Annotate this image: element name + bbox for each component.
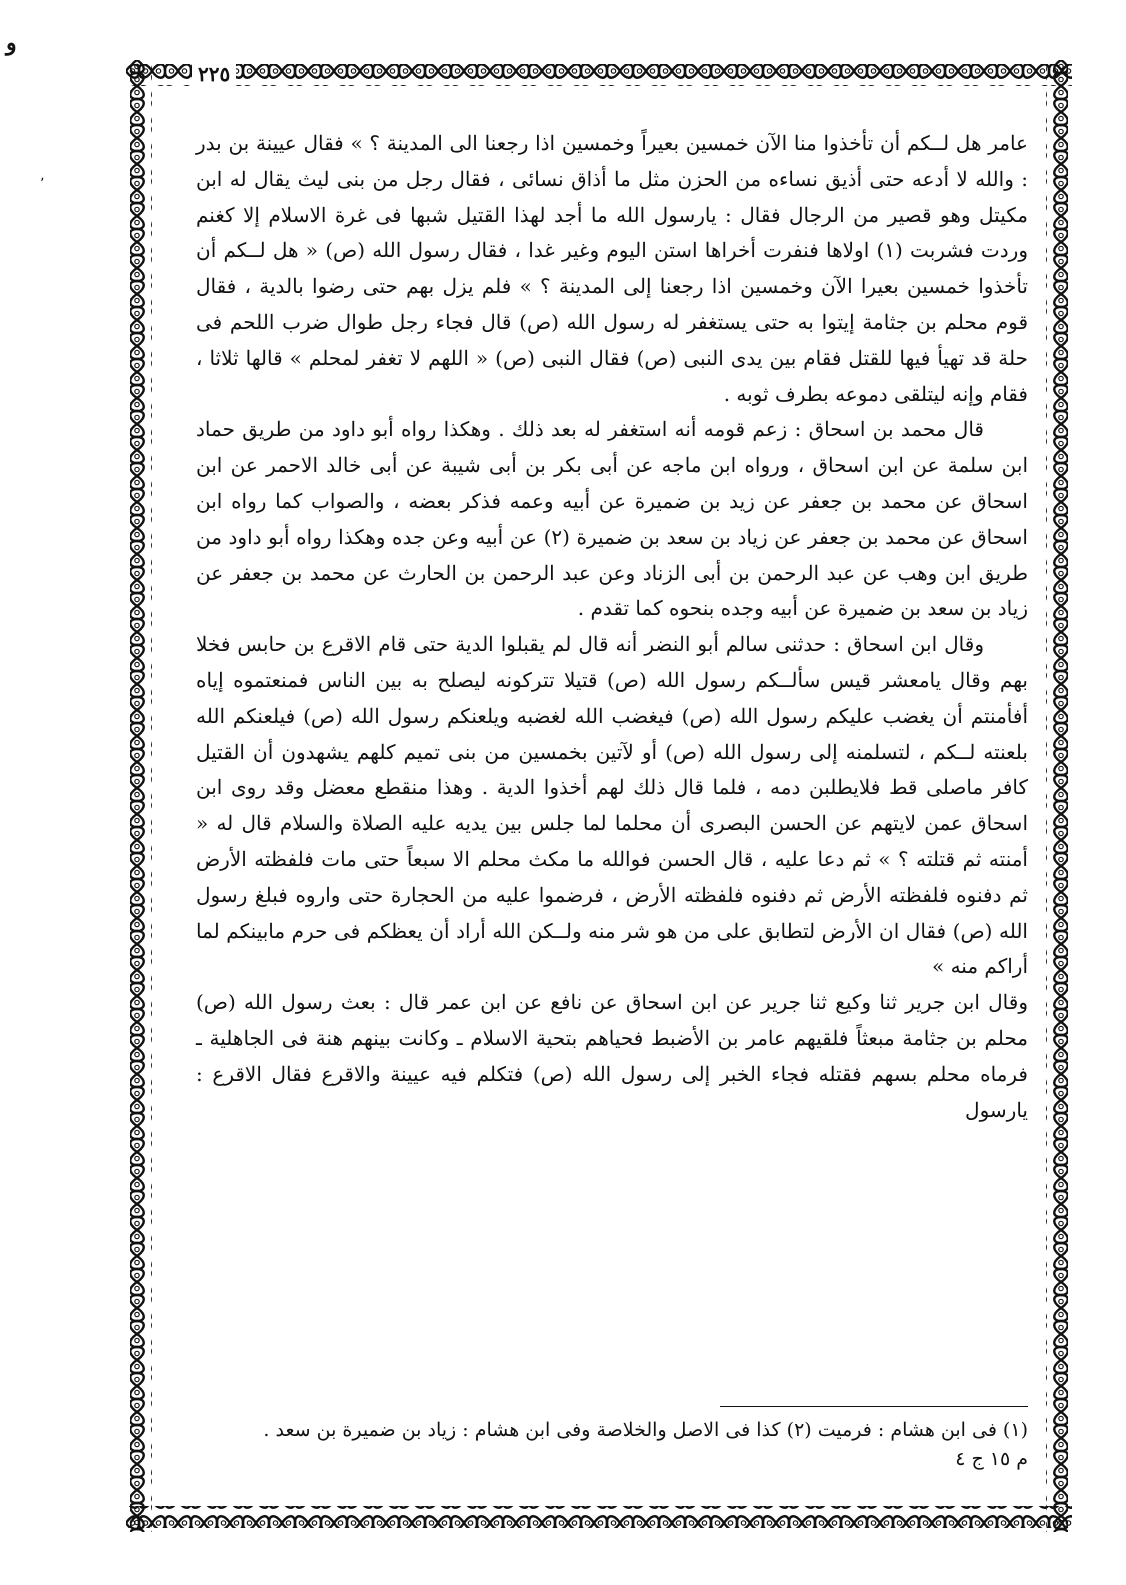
footnote: (١) فى ابن هشام : فرميت (٢) كذا فى الاصل والخلاصة وفى ابن هشام : زياد بن ضميرة بن سعد . <box>263 1419 1028 1441</box>
paragraph: وقال ابن اسحاق : حدثنى سالم أبو النضر أنه قال لم يقبلوا الدية حتى قام الاقرع بن حابس فخلا بهم وقال يامعشر قيس سألــكم رسول الله (ص) قتيلا تتركونه ليصلح به بين الناس فمنعتموه إياه أفأمنتم أن يغضب عليكم رسول الله (ص) فيغضب الله لغضبه ويلعنكم رسول الله (ص) فيلعنكم الله بلعنته لــكم ، لتسلمنه إلى رسول الله (ص) أو لآتين بخمسين من بنى تميم كلهم يشهدون أن القتيل كافر ماصلى قط فلايطلبن دمه ، فلما قال ذلك لهم أخذوا الدية . وهذا منقطع معضل وقد روى ابن اسحاق عمن لايتهم عن الحسن البصرى أن محلما لما جلس بين يديه عليه الصلاة والسلام قال له « أمنته ثم قتلته ؟ » ثم دعا عليه ، قال الحسن فوالله ما مكث محلم الا سبعاً حتى مات فلفظته الأرض ثم دفنوه فلفظته الأرض ثم دفنوه فلفظته الأرض ، فرضموا عليه من الحجارة حتى واروه فبلغ رسول الله (ص) فقال ان الأرض لتطابق على من هو شر منه ولــكن الله أراد أن يعظكم فى حرم مابينكم لما أراكم منه » <box>196 632 1028 979</box>
paragraph: عامر هل لــكم أن تأخذوا منا الآن خمسين بعيراً وخمسين اذا رجعنا الى المدينة ؟ » فقال عيينة بن بدر : والله لا أدعه حتى أذيق نساءه من الحزن مثل ما أذاق نسائى ، فقال رجل من بنى ليث يقال له ابن مكيتل وهو قصير من الرجال فقال : يارسول الله ما أجد لهذا القتيل شبها فى غرة الاسلام إلا كغنم وردت فشربت (١) اولاها فنفرت أخراها استن اليوم وغير غدا ، فقال رسول الله (ص) « هل لــكم أن تأخذوا خمسين بعيرا الآن وخمسين اذا رجعنا إلى المدينة ؟ » فلم يزل بهم حتى رضوا بالدية ، فقال قوم محلم بن جثامة إيتوا به حتى يستغفر له رسول الله (ص) قال فجاء رجل طوال ضرب اللحم فى حلة قد تهيأ فيها للقتل فقام بين يدى النبى (ص) فقال النبى (ص) « اللهم لا تغفر لمحلم » قالها ثلاثا ، فقام وإنه ليتلقى دموعه بطرف ثوبه . <box>196 131 1029 406</box>
paragraph: قال محمد بن اسحاق : زعم قومه أنه استغفر له بعد ذلك . وهكذا رواه أبو داود من طريق حماد ابن سلمة عن ابن اسحاق ، ورواه ابن ماجه عن أبى بكر بن أبى شيبة عن أبى خالد الاحمر عن ابن اسحاق عن محمد بن جعفر عن زيد بن ضميرة عن أبيه وعمه فذكر بعضه ، والصواب كما رواه ابن اسحاق عن محمد بن جعفر عن زياد بن سعد بن ضميرة (٢) عن أبيه وعن جده وهكذا رواه أبو داود من طريق ابن وهب عن عبد الرحمن بن أبى الزناد وعن عبد الرحمن بن الحارث عن محمد بن جعفر عن زياد بن سعد بن ضميرة عن أبيه وجده بنحوه كما تقدم . <box>196 417 1028 621</box>
border-left <box>130 60 152 1532</box>
paragraph: وقال ابن جرير ثنا وكيع ثنا جرير عن ابن اسحاق عن نافع عن ابن عمر قال : بعث رسول الله (ص) محلم بن جثامة مبعثاً فلقيهم عامر بن الأضبط فحياهم بتحية الاسلام ـ وكانت بينهم هنة فى الجاهلية ـ فرماه محلم بسهم فقتله فجاء الخبر إلى رسول الله (ص) فتكلم فيه عيينة والاقرع فقال الاقرع : يارسول <box>196 990 1028 1122</box>
signature-mark: م ١٥ ج ٤ <box>955 1448 1028 1470</box>
border-top <box>126 64 1072 86</box>
stray-mark: ٬ <box>40 176 45 192</box>
footnote-divider <box>720 1406 1028 1407</box>
border-bottom <box>126 1506 1072 1528</box>
body-text <box>196 126 1028 1128</box>
corner-mark: و <box>6 30 17 56</box>
border-right <box>1046 60 1068 1532</box>
page-number: ٢٢٥ <box>192 62 236 86</box>
